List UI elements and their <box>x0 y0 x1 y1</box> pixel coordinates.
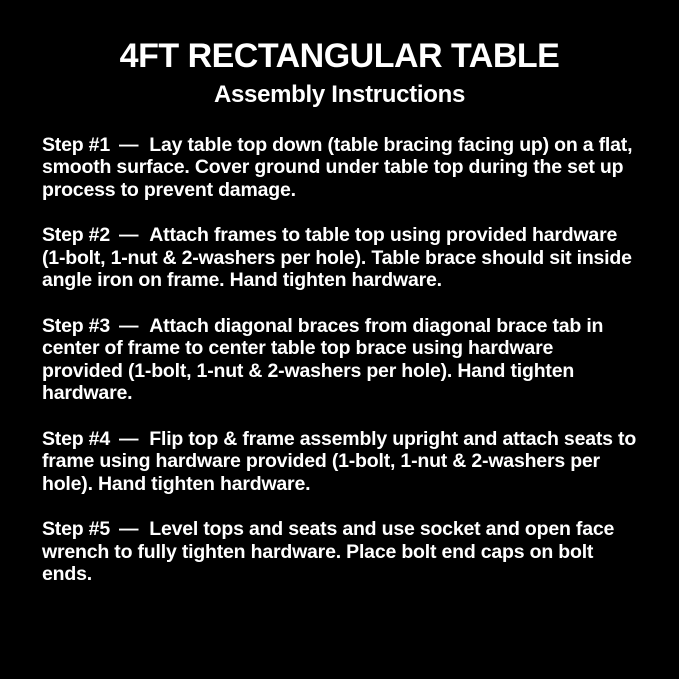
step-1-text: Lay table top down (table bracing facing up) on a flat, smooth surface. Cover ground under table top during the set up process to prevent damage. <box>42 133 633 201</box>
step-5-text: Level tops and seats and use socket and open face wrench to fully tighten hardware. Place bolt end caps on bolt ends. <box>42 518 615 586</box>
step-3-label: Step #3 <box>42 314 110 337</box>
step-2-text: Attach frames to table top using provided hardware (1-bolt, 1-nut & 2-washers per hole). Table brace should sit inside angle iron on frame. Hand tighten hardware. <box>42 224 632 292</box>
step-3-text: Attach diagonal braces from diagonal brace tab in center of frame to center table top brace using hardware provided (1-bolt, 1-nut & 2-washers per hole). Hand tighten hardware. <box>42 314 604 405</box>
step-4 <box>42 428 637 496</box>
step-4-label: Step #4 <box>42 427 110 450</box>
page-title: 4FT RECTANGULAR TABLE <box>119 37 560 75</box>
step-4-dash: — <box>118 427 139 450</box>
step-1-label: Step #1 <box>42 133 110 156</box>
steps-list <box>0 134 679 586</box>
step-2 <box>42 224 637 292</box>
step-4-text: Flip top & frame assembly upright and attach seats to frame using hardware provided (1-bolt, 1-nut & 2-washers per hole). Hand tighten hardware. <box>42 427 637 495</box>
step-3-dash: — <box>118 314 139 337</box>
step-5 <box>42 518 637 586</box>
step-3 <box>42 315 637 405</box>
step-1-dash: — <box>118 133 139 156</box>
step-2-label: Step #2 <box>42 224 110 247</box>
step-1 <box>42 134 637 202</box>
step-5-label: Step #5 <box>42 518 110 541</box>
page-subtitle: Assembly Instructions <box>213 81 466 109</box>
step-5-dash: — <box>118 518 139 541</box>
step-2-dash: — <box>118 224 139 247</box>
